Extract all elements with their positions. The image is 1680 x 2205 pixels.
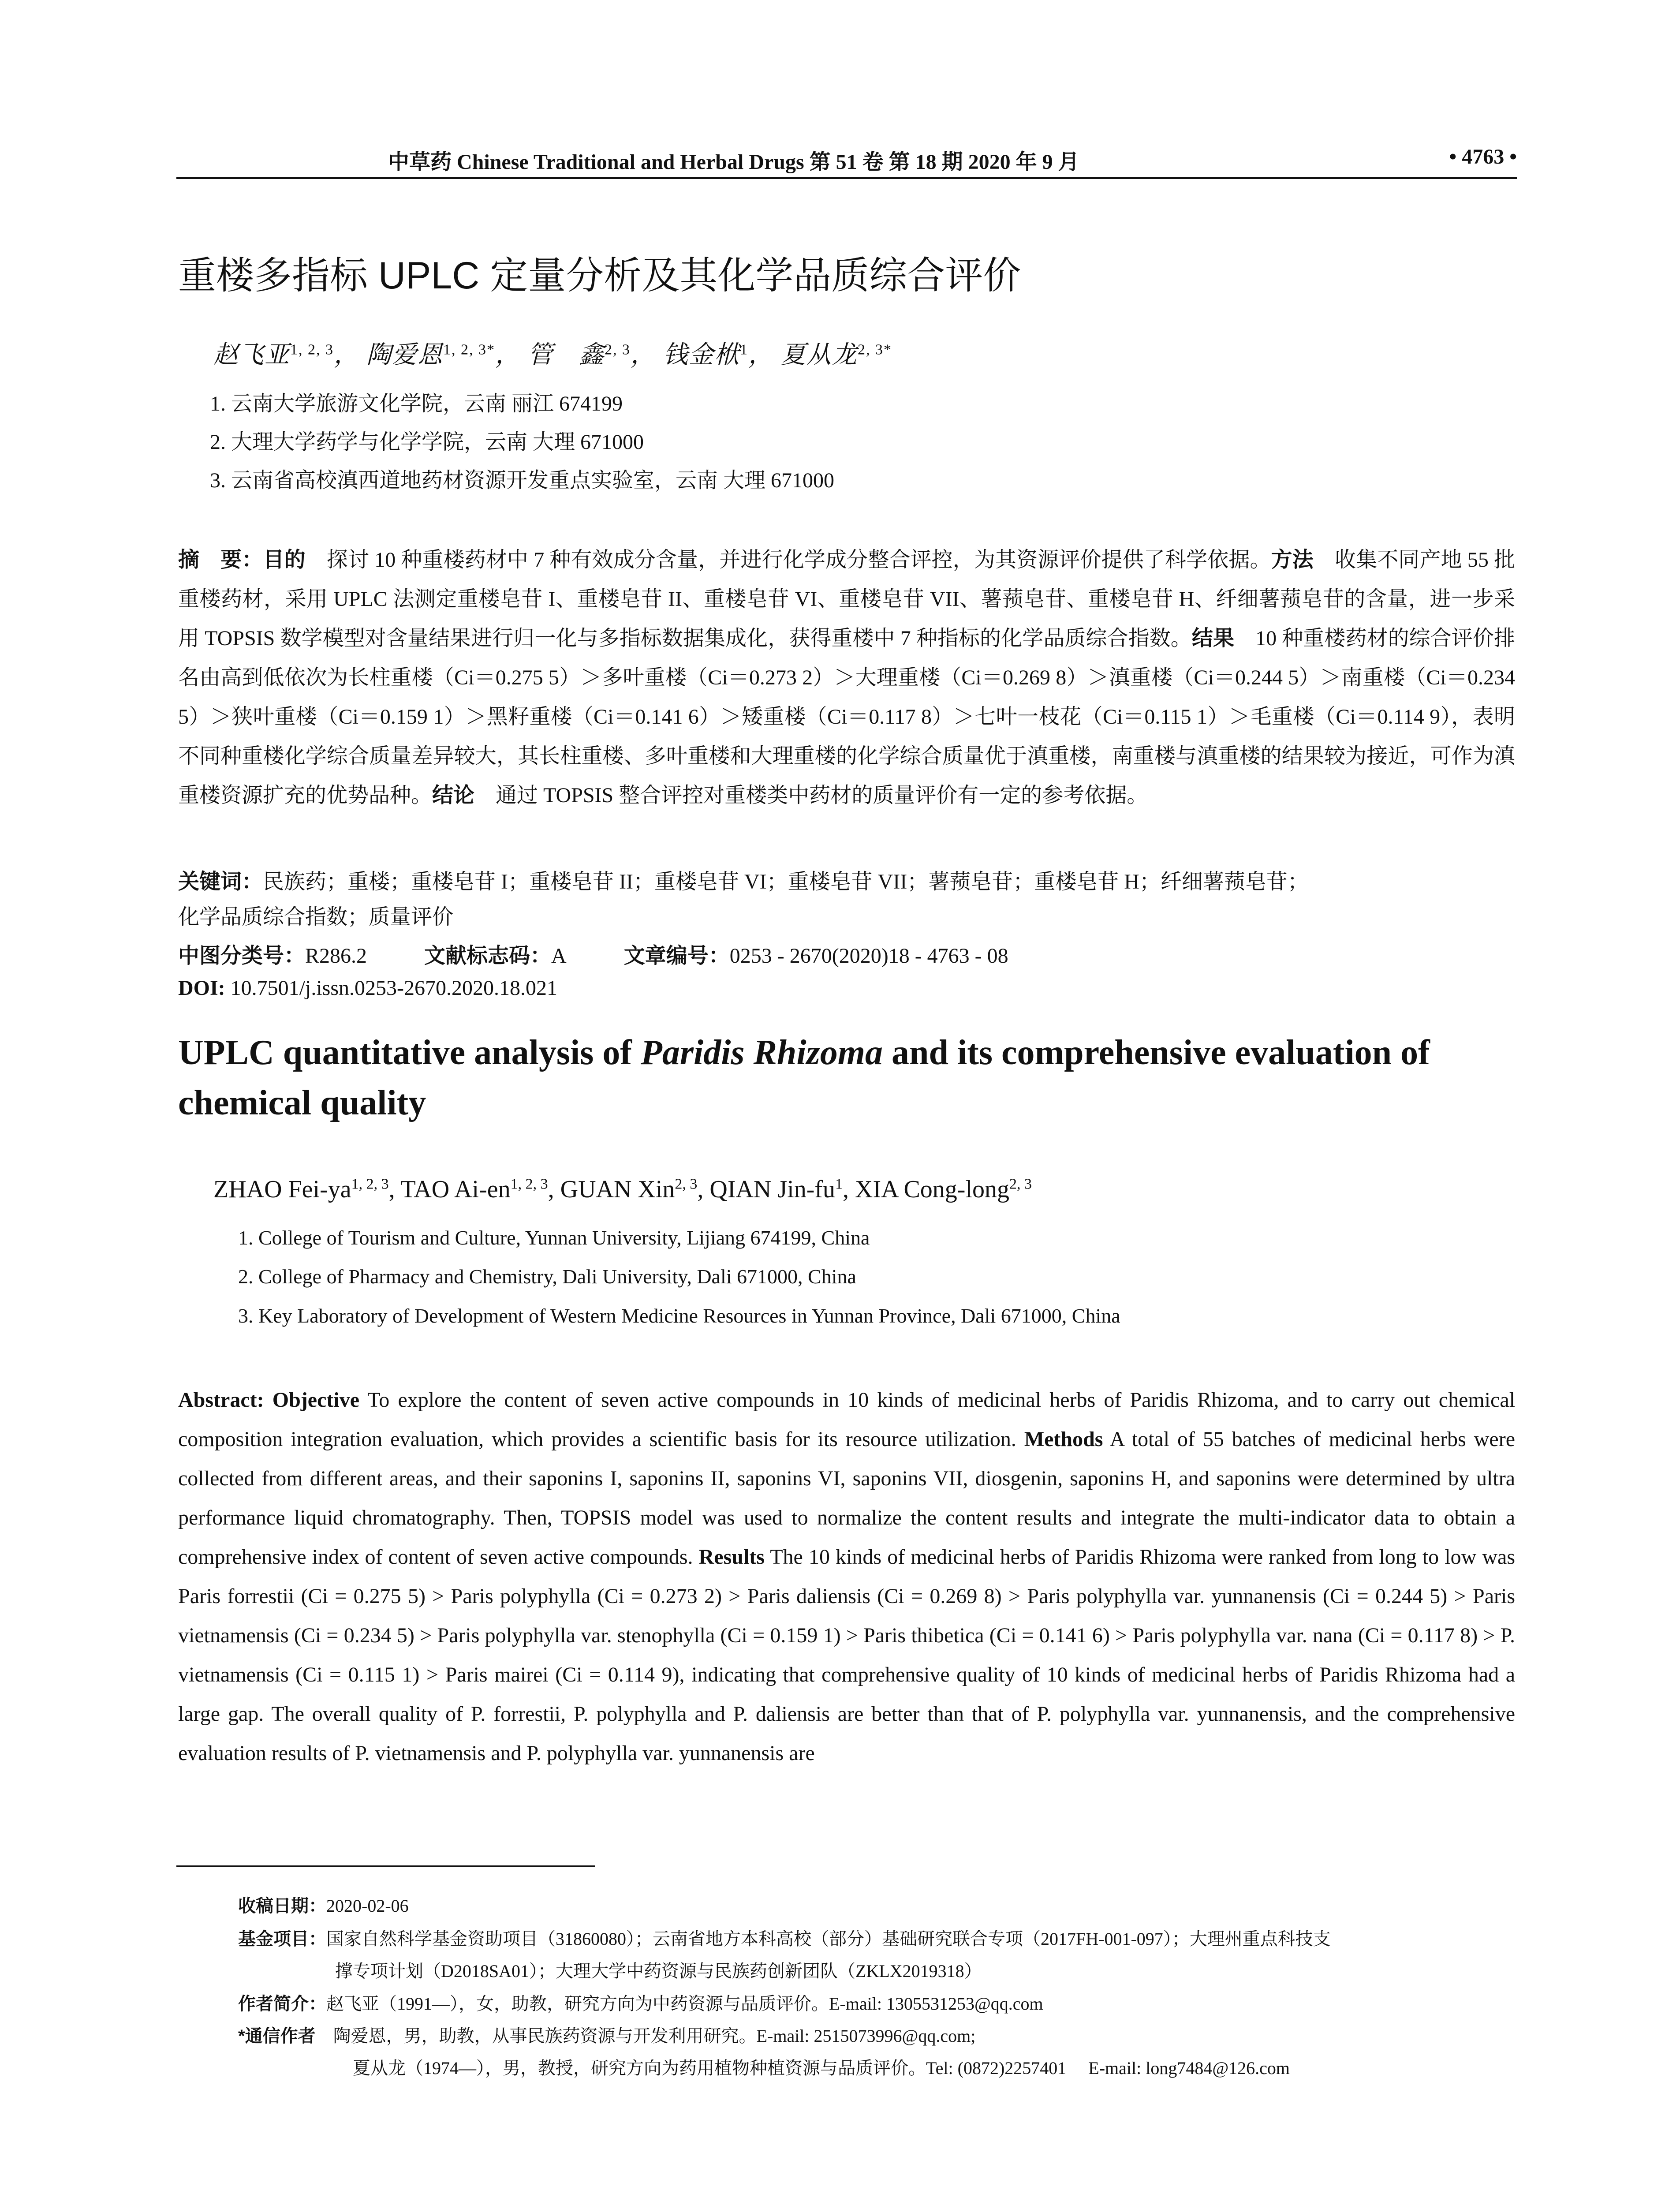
en-affiliation: 3. Key Laboratory of Development of Western Medicine Resources in Yunnan Province, Dali 671000, China: [238, 1304, 1120, 1327]
footnote-fund-cont: 撑专项计划（D2018SA01）；大理大学中药资源与民族药创新团队（ZKLX2019318）: [335, 1961, 982, 1981]
page-number: • 4763 •: [1449, 145, 1517, 168]
cn-author-sup: 1, 2, 3*: [443, 341, 495, 358]
running-header: [176, 140, 1517, 180]
en-results-text: The 10 kinds of medicinal herbs of Paridis Rhizoma were ranked from long to low was Paris forrestii (Ci = 0.275 5) > Paris polyphylla (Ci = 0.273 2) > Paris daliensis (Ci = 0.269 8) > Paris polyphylla var. yunnanensis (Ci = 0.244 5) > Paris vietnamensis (Ci = 0.234 5) > Paris polyphylla var. stenophylla (Ci = 0.159 1) > Paris thibetica (Ci = 0.141 6) > Paris polyphylla var. nana (Ci = 0.117 8) > P. vietnamensis (Ci = 0.115 1) > Paris mairei (Ci = 0.114 9), indicating that comprehensive quality of 10 kinds of medicinal herbs of Paridis Rhizoma had a large gap. The overall quality of P. forrestii, P. polyphylla and P. daliensis are better than that of P. polyphylla var. yunnanensis, and the comprehensive evaluation results of P. vietnamensis and P. polyphylla var. yunnanensis are: [178, 1545, 1516, 1765]
doi-label: DOI:: [178, 976, 225, 1000]
en-author: XIA Cong-long: [855, 1176, 1010, 1203]
fund-value: 国家自然科学基金资助项目（31860080）；云南省地方本科高校（部分）基础研究联合专项（2017FH-001-097）；大理州重点科技支: [326, 1929, 1331, 1949]
cn-results-label: 结果: [1191, 627, 1235, 650]
cn-classification: [178, 938, 1008, 969]
en-affiliation: 1. College of Tourism and Culture, Yunnan University, Lijiang 674199, China: [238, 1226, 870, 1249]
en-author-sup: 1, 2, 3: [351, 1176, 389, 1192]
doi: [178, 976, 557, 1000]
en-author: QIAN Jin-fu: [709, 1176, 836, 1203]
footnote-fund: [238, 1925, 1331, 1950]
cn-affiliation: 2. 大理大学药学与化学学院，云南 大理 671000: [210, 430, 644, 454]
cn-affiliation: 3. 云南省高校滇西道地药材资源开发重点实验室，云南 大理 671000: [210, 469, 835, 492]
en-author: GUAN Xin: [560, 1176, 675, 1203]
cn-objective-label: 目的: [263, 548, 306, 572]
en-author-sup: 1: [835, 1176, 843, 1192]
header-rule: [176, 177, 1517, 179]
cn-author-sup: 2, 3: [605, 341, 631, 358]
cn-author-sup: 2, 3*: [858, 341, 892, 358]
cn-author: 陶爱恩: [366, 341, 443, 369]
received-label: 收稿日期：: [238, 1896, 326, 1916]
cn-author: 钱金栿: [663, 341, 740, 369]
en-abstract: [178, 1380, 1515, 1773]
cn-author: 管 鑫: [528, 341, 605, 369]
cn-author-list: 赵飞亚$^{1, 2, 3}$， 陶爱恩$^{1, 2, 3*}$， 管 鑫$^{2, 3}$， 钱金栿$^1$， 夏从龙$^{2, 3*}$: [213, 341, 892, 369]
author-bio-value: 赵飞亚（1991—），女，助教，研究方向为中药资源与品质评价。E-mail: 1305531253@qq.com: [326, 1994, 1043, 2014]
cn-conclusion-text: 通过 TOPSIS 整合评控对重楼类中药材的质量评价有一定的参考依据。: [474, 784, 1148, 807]
en-title-part: UPLC quantitative analysis of: [178, 1033, 641, 1072]
doc-label: 文献标志码：: [424, 944, 552, 968]
footnote-author: [238, 1990, 1043, 2015]
cn-keywords: [178, 864, 1309, 895]
cn-keywords-text: 民族药；重楼；重楼皂苷 I；重楼皂苷 II；重楼皂苷 VI；重楼皂苷 VII；薯蓣皂苷；重楼皂苷 H；纤细薯蓣皂苷；: [263, 870, 1309, 893]
doc-value: A: [551, 944, 567, 968]
doi-value: 10.7501/j.issn.0253-2670.2020.18.021: [225, 976, 558, 1000]
cn-keywords-label: 关键词：: [178, 870, 263, 893]
corr-value: 陶爱恩，男，助教，从事民族药资源与开发利用研究。E-mail: 2515073996@qq.com;: [315, 2026, 976, 2046]
en-affiliation: 2. College of Pharmacy and Chemistry, Dali University, Dali 671000, China: [238, 1265, 856, 1288]
en-author-sup: 1, 2, 3: [510, 1176, 548, 1192]
en-author-sup: 2, 3: [1009, 1176, 1032, 1192]
footnote-corresponding: [238, 2022, 975, 2047]
cn-affiliation: 1. 云南大学旅游文化学院，云南 丽江 674199: [210, 392, 623, 415]
footnote-received: [238, 1892, 409, 1917]
cn-methods-text: 收集不同产地 55 批重楼药材，采用 UPLC 法测定重楼皂苷 I、重楼皂苷 II、重楼皂苷 VI、重楼皂苷 VII、薯蓣皂苷、重楼皂苷 H、纤细薯蓣皂苷的含量，进一步采用 TOPSIS 数学模型对含量结果进行归一化与多指标数据集成化，获得重楼中 7 种指标的化学品质综合指数。: [178, 548, 1515, 650]
cn-author: 夏从龙: [781, 341, 858, 369]
clc-value: R286.2: [305, 944, 367, 968]
cn-title: 重楼多指标 UPLC 定量分析及其化学品质综合评价: [178, 254, 1021, 297]
cn-author: 赵飞亚: [213, 341, 290, 369]
received-value: 2020-02-06: [326, 1896, 409, 1916]
cn-author-sup: 1: [740, 341, 748, 358]
cn-abstract-label: 摘 要：: [178, 548, 263, 572]
footnote-rule: [176, 1865, 595, 1867]
article-value: 0253 - 2670(2020)18 - 4763 - 08: [729, 944, 1008, 968]
cn-author-sup: 1, 2, 3: [290, 341, 334, 358]
en-author: TAO Ai-en: [400, 1176, 511, 1203]
cn-abstract: [178, 540, 1515, 815]
clc-label: 中图分类号：: [178, 944, 306, 968]
en-methods-text: A total of 55 batches of medicinal herbs were collected from different areas, and their saponins I, saponins II, saponins VI, saponins VII, diosgenin, saponins H, and saponins were determined by ultra performance liquid chromatography. Then, TOPSIS model was used to normalize the content results and integrate the multi-indicator data to obtain a comprehensive index of content of seven active compounds.: [178, 1428, 1516, 1569]
en-author-sup: 2, 3: [675, 1176, 698, 1192]
cn-objective-text: 探讨 10 种重楼药材中 7 种有效成分含量，并进行化学成分整合评控，为其资源评价提供了科学依据。: [305, 548, 1271, 572]
cn-methods-label: 方法: [1271, 548, 1314, 572]
en-results-label: Results: [698, 1545, 765, 1569]
en-title-italic: Paridis Rhizoma: [640, 1033, 883, 1072]
cn-results-text: 10 种重楼药材的综合评价排名由高到低依次为长柱重楼（Ci＝0.275 5）＞多叶重楼（Ci＝0.273 2）＞大理重楼（Ci＝0.269 8）＞滇重楼（Ci＝0.244 5）＞南重楼（Ci＝0.234 5）＞狭叶重楼（Ci＝0.159 1）＞黑籽重楼（Ci＝0.141 6）＞矮重楼（Ci＝0.117 8）＞七叶一枝花（Ci＝0.115 1）＞毛重楼（Ci＝0.114 9），表明不同种重楼化学综合质量差异较大，其长柱重楼、多叶重楼和大理重楼的化学综合质量优于滇重楼，南重楼与滇重楼的结果较为接近，可作为滇重楼资源扩充的优势品种。: [178, 627, 1515, 807]
en-author: ZHAO Fei-ya: [213, 1176, 351, 1203]
corr-label: *通信作者: [238, 2026, 316, 2046]
en-title: [178, 1028, 1523, 1128]
cn-conclusion-label: 结论: [432, 784, 475, 807]
en-author-list: ZHAO Fei-ya$^{1, 2, 3}$, TAO Ai-en$^{1, 2, 3}$, GUAN Xin$^{2, 3}$, QIAN Jin-$fu^1$, XIA Cong-long$^{2, 3}$: [213, 1176, 1032, 1203]
en-abstract-label: Abstract: Objective: [178, 1388, 360, 1412]
article-label: 文章编号：: [623, 944, 730, 968]
en-title-part: and its comprehensive evaluation of chemical quality: [178, 1033, 1430, 1122]
en-objective-text: To explore the content of seven active compounds in 10 kinds of medicinal herbs of Paridis Rhizoma, and to carry out chemical composition integration evaluation, which provides a scientific basis for its resource utilization.: [178, 1388, 1515, 1451]
journal-info: 中草药 Chinese Traditional and Herbal Drugs 第 51 卷 第 18 期 2020 年 9 月: [388, 150, 1079, 174]
en-methods-label: Methods: [1024, 1428, 1103, 1451]
author-bio-label: 作者简介：: [238, 1994, 326, 2014]
cn-keywords-cont: 化学品质综合指数；质量评价: [178, 905, 454, 929]
fund-label: 基金项目：: [238, 1929, 326, 1949]
footnote-corresponding-cont: 夏从龙（1974—），男，教授，研究方向为药用植物种植资源与品质评价。Tel: (0872)2257401 E-mail: long7484@126.com: [353, 2058, 1290, 2078]
